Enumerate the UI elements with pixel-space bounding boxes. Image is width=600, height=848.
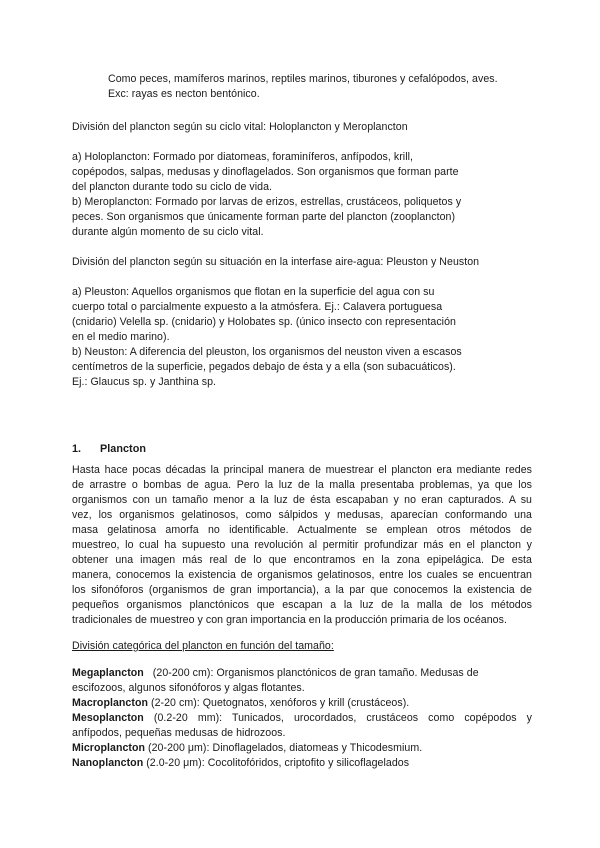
size-desc-continued: anfípodos, pequeñas medusas de hidrozoos. [72,727,286,739]
size-term: Microplancton [72,742,146,754]
interfase-heading: División del plancton según su situación en la interfase aire-agua: Pleuston y Neuston [72,256,480,268]
size-desc: (20-200 μm): Dinoflagelados, diatomeas y Thicodesmium. [145,742,423,754]
intro-line: Exc: rayas es necton bentónico. [108,88,260,100]
section-number: 1. [72,443,82,455]
paragraph-line: masa gelatinosa amorfa no identificable. Actualmente se emplean otros métodos de [72,524,532,536]
paragraph-line: los sifonóforos (organismos de gran importancia), a la par que conocemos la existencia de [72,584,532,596]
interfase-line: (cnidario) Velella sp. (cnidario) y Holobates sp. (único insecto con representación [72,316,456,328]
paragraph-line: muestreo, lo cual ha supuesto una revolución al permitir profundizar más en el plancton y [72,539,532,551]
ciclo-line: del plancton durante todo su ciclo de vida. [72,181,273,193]
interfase-line: b) Neuston: A diferencia del pleuston, los organismos del neuston viven a escasos [72,346,462,358]
size-item-mesoplancton [72,711,532,726]
interfase-line: en el medio marino). [72,331,170,343]
ciclo-line: b) Meroplancton: Formado por larvas de erizos, estrellas, crustáceos, poliquetos y [72,196,462,208]
paragraph-line: organismos con un tamaño menor a la luz de ésta escapaban y no eran capturados. A su [72,494,532,506]
paragraph-line: Hasta hace pocas décadas la principal manera de muestrear el plancton era mediante redes [72,464,532,476]
paragraph-line: manera, conocemos la existencia de organismos gelatinosos, entre los cuales se encuentran [72,569,532,581]
intro-line: Como peces, mamíferos marinos, reptiles marinos, tiburones y cefalópodos, aves. [108,73,498,85]
interfase-line: a) Pleuston: Aquellos organismos que flotan en la superficie del agua con su [72,286,435,298]
paragraph-line: de arrastre o bombas de agua. Pero la luz de la malla presentaba problemas, ya que los [72,479,532,491]
size-desc: (0.2-20 mm): Tunicados, urocordados, crustáceos como copépodos y [143,712,532,724]
ciclo-line: durante algún momento de su ciclo vital. [72,226,264,238]
size-item-megaplancton [72,666,479,681]
size-item-macroplancton [72,696,409,711]
size-desc-continued: escifozoos, algunos sifonóforos y algas flotantes. [72,682,305,694]
size-term: Megaplancton [72,667,144,679]
paragraph-line: pequeños organismos planctónicos que escapan a la luz de la malla de los métodos [72,599,532,611]
ciclo-heading: División del plancton según su ciclo vital: Holoplancton y Meroplancton [72,121,408,133]
paragraph-line: tradicionales de muestreo y con gran importancia en la producción primaria de los océanos. [72,614,507,626]
ciclo-line: a) Holoplancton: Formado por diatomeas, foraminíferos, anfípodos, krill, [72,151,413,163]
size-term: Mesoplancton [72,712,144,724]
size-term: Macroplancton [72,697,148,709]
section-title: Plancton [100,443,146,455]
size-subheading: División categórica del plancton en función del tamaño: [72,640,334,652]
interfase-line: Ej.: Glaucus sp. y Janthina sp. [72,376,217,388]
interfase-line: cuerpo total o parcialmente expuesto a la atmósfera. Ej.: Calavera portuguesa [72,301,443,313]
size-item-nanoplancton [72,756,409,771]
size-term: Nanoplancton [72,757,144,769]
ciclo-line: copépodos, salpas, medusas y dinoflagelados. Son organismos que forman parte [72,166,459,178]
paragraph-line: vez, los organismos gelatinosos, como sálpidos y medusas, aparecían conformando una [72,509,532,521]
size-desc: (2-20 cm): Quetognatos, xenóforos y krill (crustáceos). [148,697,410,709]
paragraph-line: obtener una imagen más real de lo que encontramos en la zona epipelágica. De esta [72,554,532,566]
size-desc: (2.0-20 μm): Cocolitofóridos, criptofito y silicoflagelados [143,757,410,769]
ciclo-line: peces. Son organismos que únicamente forman parte del plancton (zooplancton) [72,211,456,223]
interfase-line: centímetros de la superficie, pegados debajo de ésta y a ella (son subacuáticos). [72,361,456,373]
section-heading [72,442,146,457]
size-desc: (20-200 cm): Organismos planctónicos de gran tamaño. Medusas de [143,667,479,679]
size-item-microplancton [72,741,422,756]
